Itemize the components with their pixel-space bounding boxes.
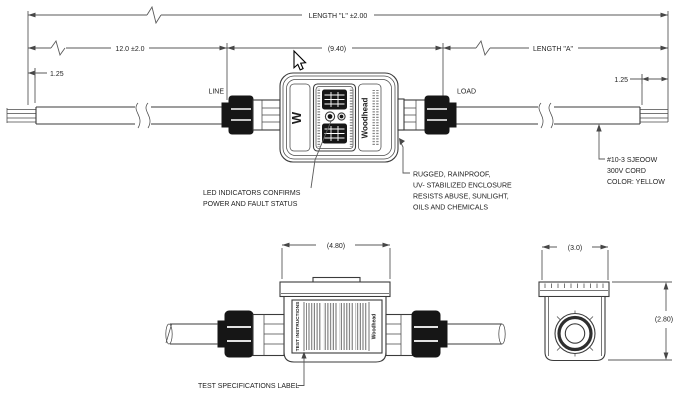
rear-gland-right <box>386 311 447 357</box>
rear-cable-left <box>166 324 218 344</box>
line-label: LINE <box>208 88 224 96</box>
panel-fine-print-left <box>318 88 321 147</box>
stripped-wires-right <box>640 110 668 123</box>
w-logo: W <box>289 111 304 125</box>
annotation-cord <box>596 124 665 186</box>
cable-gland-line <box>222 96 280 134</box>
annotation-enclosure-line2: UV- STABILIZED ENCLOSURE <box>413 182 512 190</box>
dim-rear-width <box>282 243 390 279</box>
rear-view <box>166 243 505 390</box>
dim-load-cable-text: LENGTH "A" <box>533 45 573 53</box>
dim-side-height-text: (2.80) <box>654 316 674 324</box>
dim-strip-right-text: 1.25 <box>614 76 628 84</box>
dim-strip-left <box>28 68 64 78</box>
dim-rear-width-text: (4.80) <box>326 242 346 250</box>
dim-side-width <box>542 245 608 280</box>
line-cable <box>7 103 222 128</box>
rear-cable-right <box>447 324 505 344</box>
side-view <box>539 245 673 361</box>
dim-overall-length <box>28 7 668 23</box>
annotation-led-line1: LED INDICATORS CONFIRMS <box>203 190 301 197</box>
mouse-cursor-icon <box>294 51 306 70</box>
dim-line-cable-text: 12.0 ±2.0 <box>115 45 145 53</box>
brand-text: Woodhead <box>360 97 370 139</box>
annotation-led-line2: POWER AND FAULT STATUS <box>203 201 298 208</box>
label-fine-print <box>306 303 367 350</box>
dim-overall-length-text: LENGTH "L" ±2.00 <box>308 12 368 20</box>
annotation-cord-line1: #10-3 SJEOOW <box>607 157 658 164</box>
reset-button <box>323 90 347 109</box>
dim-strip-right <box>614 74 668 84</box>
top-view <box>7 7 668 212</box>
label-brand-text: Woodhead <box>371 313 378 340</box>
annotation-enclosure-line3: RESISTS ABUSE, SUNLIGHT, <box>413 193 509 201</box>
side-tab <box>398 99 404 130</box>
rear-device-body <box>280 278 390 363</box>
annotation-enclosure-line1: RUGGED, RAINPROOF, <box>413 171 491 179</box>
cable-gland-load <box>398 96 456 134</box>
dim-side-width-text: (3.0) <box>567 244 583 252</box>
test-instructions-title: TEST INSTRUCTIONS <box>296 301 301 352</box>
test-spec-label-text: TEST SPECIFICATIONS LABEL <box>198 383 300 390</box>
load-cable <box>455 103 668 128</box>
panel-fine-print-right <box>350 88 353 147</box>
annotation-cord-line2: 300V CORD <box>607 168 646 175</box>
brand-fine-print-2 <box>376 90 378 145</box>
rear-gland-left <box>218 311 284 357</box>
dim-strip-left-text: 1.25 <box>50 70 64 78</box>
brand-fine-print <box>373 90 375 145</box>
side-device-body <box>539 282 609 361</box>
gfci-device-body <box>280 73 404 162</box>
annotation-enclosure <box>399 138 512 212</box>
dim-row-segments <box>28 41 668 55</box>
annotation-cord-line3: COLOR: YELLOW <box>607 179 665 186</box>
load-label: LOAD <box>457 88 477 96</box>
annotation-enclosure-line4: OILS AND CHEMICALS <box>413 204 489 212</box>
stripped-wires-left <box>7 108 36 123</box>
dim-body-width-text: (9.40) <box>327 45 347 53</box>
dim-side-height <box>608 282 673 360</box>
